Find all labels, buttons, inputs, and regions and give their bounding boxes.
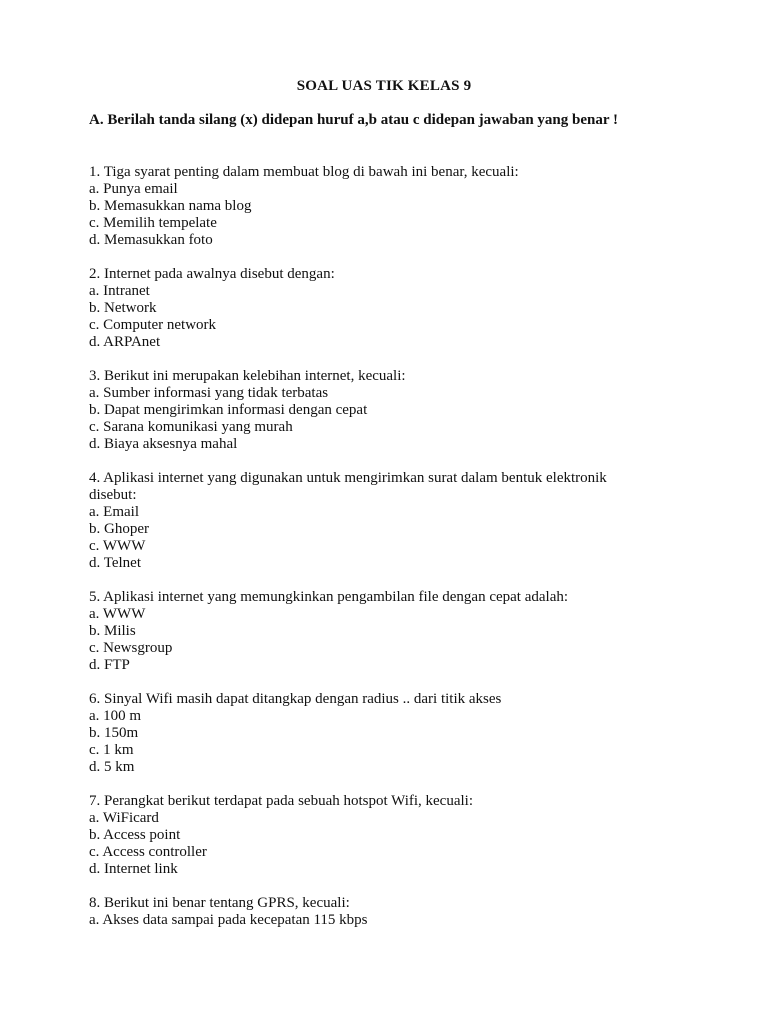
question-2-option-a: a. Intranet [89, 283, 150, 299]
question-7-option-c: c. Access controller [89, 844, 207, 860]
question-1-option-c: c. Memilih tempelate [89, 215, 217, 231]
question-7-text: 7. Perangkat berikut terdapat pada sebuah hotspot Wifi, kecuali: [89, 793, 474, 809]
question-1-option-a: a. Punya email [89, 181, 178, 197]
question-4-text: 4. Aplikasi internet yang digunakan untuk mengirimkan surat dalam bentuk elektronik [89, 470, 607, 486]
question-5-option-c: c. Newsgroup [89, 640, 173, 656]
question-7-option-a: a. WiFicard [89, 810, 159, 826]
instruction-text: A. Berilah tanda silang (x) didepan huruf a,b atau c didepan jawaban yang benar ! [89, 112, 618, 128]
question-6-option-b: b. 150m [89, 725, 139, 741]
question-6-text: 6. Sinyal Wifi masih dapat ditangkap dengan radius .. dari titik akses [89, 691, 502, 707]
question-3-option-d: d. Biaya aksesnya mahal [89, 436, 238, 452]
question-3-text: 3. Berikut ini merupakan kelebihan internet, kecuali: [89, 368, 406, 384]
question-7-option-d: d. Internet link [89, 861, 178, 877]
question-6-option-a: a. 100 m [89, 708, 142, 724]
question-5-text: 5. Aplikasi internet yang memungkinkan pengambilan file dengan cepat adalah: [89, 589, 569, 605]
question-5-option-b: b. Milis [89, 623, 136, 639]
question-3-option-b: b. Dapat mengirimkan informasi dengan cepat [89, 402, 368, 418]
question-6-option-d: d. 5 km [89, 759, 135, 775]
question-4-option-a: a. Email [89, 504, 139, 520]
question-2-option-b: b. Network [89, 300, 157, 316]
question-2-option-d: d. ARPAnet [89, 334, 161, 350]
page-title: SOAL UAS TIK KELAS 9 [296, 78, 472, 94]
question-4-option-b: b. Ghoper [89, 521, 149, 537]
question-5-option-a: a. WWW [89, 606, 146, 622]
question-2-text: 2. Internet pada awalnya disebut dengan: [89, 266, 335, 282]
question-8-option-a: a. Akses data sampai pada kecepatan 115 kbps [89, 912, 368, 928]
question-3-option-c: c. Sarana komunikasi yang murah [89, 419, 293, 435]
question-8-text: 8. Berikut ini benar tentang GPRS, kecuali: [89, 895, 350, 911]
question-1-option-b: b. Memasukkan nama blog [89, 198, 252, 214]
question-6-option-c: c. 1 km [89, 742, 134, 758]
question-3-option-a: a. Sumber informasi yang tidak terbatas [89, 385, 329, 401]
question-1-option-d: d. Memasukkan foto [89, 232, 213, 248]
question-5-option-d: d. FTP [89, 657, 130, 673]
question-2-option-c: c. Computer network [89, 317, 217, 333]
question-1-text: 1. Tiga syarat penting dalam membuat blog di bawah ini benar, kecuali: [89, 164, 519, 180]
question-7-option-b: b. Access point [89, 827, 181, 843]
question-4-option-c: c. WWW [89, 538, 146, 554]
question-4-text-continued: disebut: [89, 487, 137, 503]
question-4-option-d: d. Telnet [89, 555, 141, 571]
